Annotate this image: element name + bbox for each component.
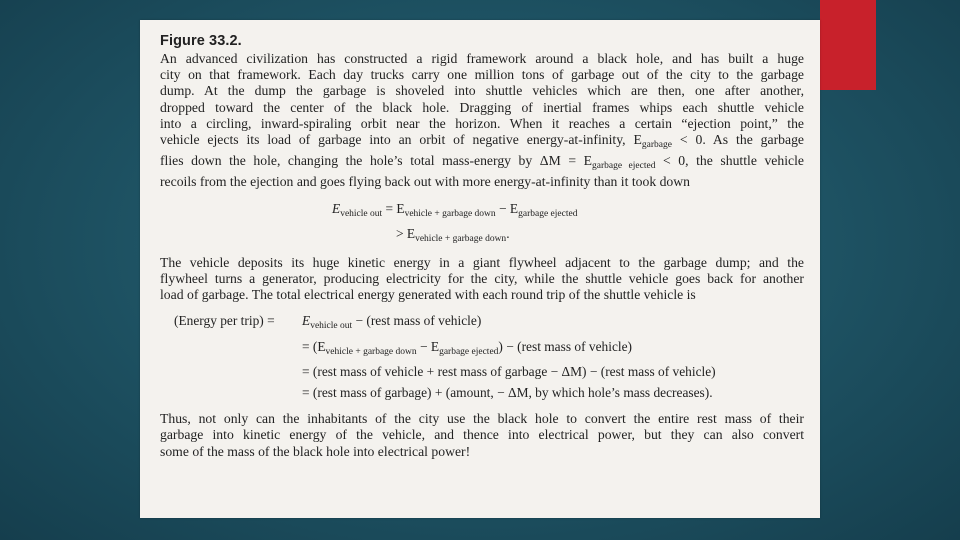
figure-text (160, 33, 804, 460)
intro-line: dump. At the dump the garbage is shoveled into shuttle vehicles which are then, one after another, (160, 83, 804, 99)
slide-accent-bar (820, 0, 876, 90)
intro-line: dropped toward the center of the black hole. Dragging of inertial frames whips each shuttle vehicle (160, 99, 804, 115)
intro-paragraph (160, 51, 804, 191)
middle-line: load of garbage. The total electrical energy generated with each round trip of the shuttle vehicle is (160, 287, 696, 303)
conclusion-paragraph (160, 411, 804, 460)
conclusion-line: Thus, not only can the inhabitants of the city use the black hole to convert the entire rest mass of their (160, 411, 804, 427)
conclusion-line: garbage into kinetic energy of the vehicle, and thence into electrical power, but they can also convert (160, 427, 804, 443)
middle-line: flywheel turns a generator, producing electricity for the city, while the shuttle vehicle goes back for another (160, 270, 804, 286)
energy-per-trip-equations: (Energy per trip) = $E_{vehicle out}$ − (rest mass of vehicle) = $(E_{vehicle + garbage down} - E_{garbage ejected})$ − (rest mass of vehicle) = (rest mass of vehicle + rest mass of garbage − ΔM) − (rest mass of vehicle) = (rest mass of garbage) + (amount, − ΔM, by which hole’s mass decreases). (174, 313, 716, 400)
intro-line: city on that framework. Each day trucks carry one million tons of garbage out of the city to the garbage (160, 67, 804, 83)
intro-line: An advanced civilization has constructed a rigid framework around a black hole, and has built a huge (160, 51, 804, 66)
intro-line: vehicle ejects its load of garbage into an orbit of negative energy-at-infinity, $E_{garbage} < 0$. As the garbage (160, 132, 804, 151)
intro-line: recoils from the ejection and goes flying back out with more energy-at-infinity than it took down (160, 174, 691, 190)
intro-line: flies down the hole, changing the hole’s total mass-energy by $\Delta M = E_{garbage ejected} < 0$, the shuttle vehicle (160, 153, 804, 172)
middle-paragraph (160, 255, 804, 304)
energy-inequality: $E_{vehicle out} = E_{vehicle + garbage down} - E_{garbage ejected}$ > $E_{vehicle + garbage down}$. (332, 200, 578, 244)
middle-line: The vehicle deposits its huge kinetic energy in a giant flywheel adjacent to the garbage dump; and the (160, 254, 804, 270)
intro-line: into a circling, inward-spiraling orbit near the horizon. When it reaches a certain “ejection point,” the (160, 115, 804, 131)
scanned-page (140, 20, 820, 518)
figure-title: Figure 33.2. (160, 33, 242, 49)
equation-lhs: (Energy per trip) = (174, 313, 275, 329)
conclusion-line: some of the mass of the black hole into electrical power! (160, 443, 471, 459)
